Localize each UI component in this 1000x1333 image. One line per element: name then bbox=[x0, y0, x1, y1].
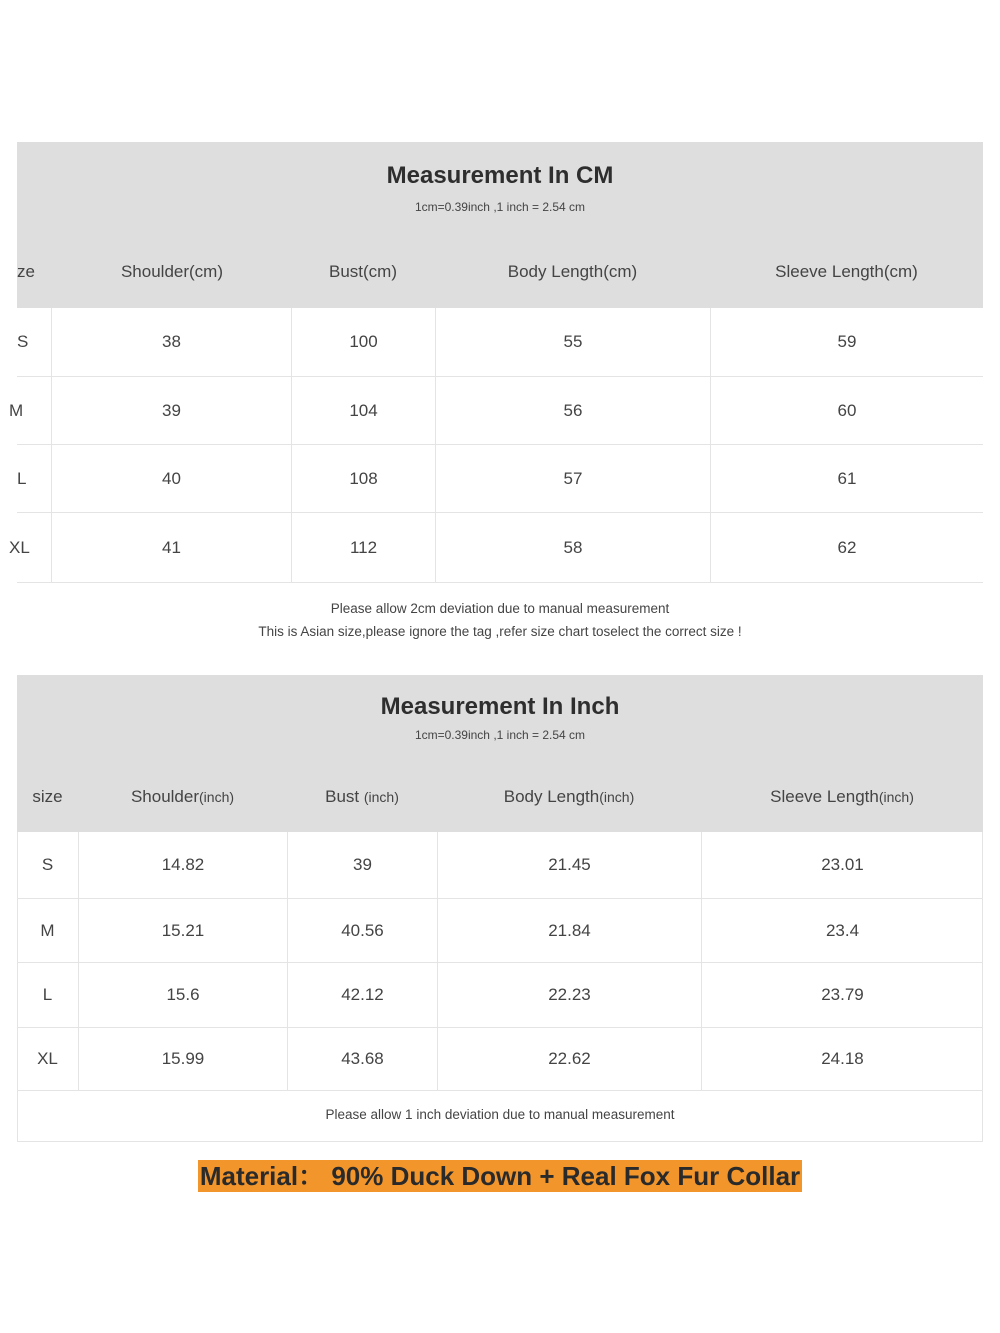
inch-bust-cell: 40.56 bbox=[288, 899, 438, 962]
inch-size-cell: XL bbox=[17, 1028, 79, 1090]
cm-bust-cell: 104 bbox=[292, 377, 436, 444]
cm-shoulder-cell: 39 bbox=[52, 377, 292, 444]
cm-col-shoulder: Shoulder(cm) bbox=[120, 262, 224, 281]
cm-bust-cell: 112 bbox=[292, 513, 436, 582]
cm-col-size: ze bbox=[17, 262, 35, 281]
table-row bbox=[17, 832, 983, 899]
inch-shoulder-cell: 15.21 bbox=[79, 899, 288, 962]
inch-shoulder-cell: 15.99 bbox=[79, 1028, 288, 1090]
cm-subtitle: 1cm=0.39inch ,1 inch = 2.54 cm bbox=[414, 200, 586, 214]
cm-sleeve-length-cell: 60 bbox=[837, 400, 857, 420]
inch-col-body-length-unit: (inch) bbox=[599, 789, 635, 805]
cm-size-cell: S bbox=[9, 308, 52, 376]
table-row bbox=[17, 963, 983, 1028]
inch-size-cell: L bbox=[17, 963, 79, 1027]
inch-col-shoulder bbox=[78, 787, 287, 807]
cm-bust-cell: 100 bbox=[292, 308, 436, 376]
inch-size-cell: S bbox=[17, 832, 79, 898]
inch-body-length-cell: 21.45 bbox=[438, 832, 702, 898]
inch-col-size-label: size bbox=[32, 787, 63, 806]
inch-col-size bbox=[17, 787, 78, 807]
inch-col-bust-label: Bust bbox=[325, 787, 364, 806]
inch-col-body-length-label: Body Length bbox=[503, 787, 600, 806]
cm-col-sleeve-length: Sleeve Length(cm) bbox=[775, 262, 918, 281]
inch-col-bust-unit: (inch) bbox=[363, 789, 399, 805]
cm-sleeve-length-cell: 59 bbox=[837, 332, 857, 351]
inch-col-bust bbox=[287, 787, 437, 807]
inch-table-header bbox=[17, 675, 983, 832]
inch-size-cell: M bbox=[17, 899, 79, 962]
cm-sleeve-length-cell: 61 bbox=[837, 468, 857, 488]
cm-bust-cell: 108 bbox=[292, 445, 436, 512]
table-row bbox=[17, 1028, 983, 1091]
cm-size-cell: M bbox=[9, 377, 52, 444]
cm-sleeve-length-cell: 62 bbox=[837, 537, 857, 557]
table-row bbox=[17, 308, 983, 377]
table-row bbox=[9, 513, 983, 583]
cm-note-deviation: Please allow 2cm deviation due to manual measurement bbox=[330, 601, 670, 616]
cm-size-cell: L bbox=[9, 445, 52, 512]
inch-table bbox=[17, 675, 983, 1142]
inch-sleeve-length-cell: 24.18 bbox=[821, 1049, 864, 1068]
inch-shoulder-cell: 15.6 bbox=[79, 963, 288, 1027]
inch-col-sleeve-length-unit: (inch) bbox=[878, 789, 914, 805]
cm-title: Measurement In CM bbox=[386, 162, 614, 189]
table-row bbox=[17, 899, 983, 963]
inch-col-sleeve-length-label: Sleeve Length bbox=[770, 787, 879, 806]
inch-col-shoulder-label: Shoulder bbox=[130, 787, 200, 806]
cm-shoulder-cell: 38 bbox=[52, 308, 292, 376]
inch-sleeve-length-cell: 23.79 bbox=[821, 985, 864, 1004]
cm-table bbox=[9, 142, 983, 584]
cm-shoulder-cell: 40 bbox=[52, 445, 292, 512]
inch-title: Measurement In Inch bbox=[380, 693, 620, 720]
cm-size-cell: XL bbox=[9, 513, 52, 582]
inch-bust-cell: 43.68 bbox=[288, 1028, 438, 1090]
table-row bbox=[9, 377, 983, 445]
cm-body-length-cell: 58 bbox=[436, 513, 711, 582]
cm-body-length-cell: 57 bbox=[436, 445, 711, 512]
cm-col-bust: Bust(cm) bbox=[329, 262, 397, 281]
inch-body-length-cell: 22.23 bbox=[438, 963, 702, 1027]
inch-bust-cell: 42.12 bbox=[288, 963, 438, 1027]
inch-col-shoulder-unit: (inch) bbox=[199, 789, 235, 805]
cm-table-header bbox=[17, 142, 983, 308]
inch-shoulder-cell: 14.82 bbox=[79, 832, 288, 898]
inch-body-length-cell: 21.84 bbox=[438, 899, 702, 962]
inch-col-sleeve-length bbox=[701, 787, 983, 807]
inch-sleeve-length-cell: 23.01 bbox=[821, 855, 864, 874]
material-banner: Material： 90% Duck Down + Real Fox Fur Collar bbox=[199, 1161, 801, 1191]
cm-note-asian-size: This is Asian size,please ignore the tag ,refer size chart toselect the correct size ! bbox=[258, 624, 742, 639]
inch-sleeve-length-cell: 23.4 bbox=[825, 920, 860, 940]
inch-subtitle: 1cm=0.39inch ,1 inch = 2.54 cm bbox=[414, 728, 586, 742]
cm-body-length-cell: 56 bbox=[436, 377, 711, 444]
inch-body-length-cell: 22.62 bbox=[438, 1028, 702, 1090]
inch-bust-cell: 39 bbox=[288, 832, 438, 898]
inch-col-body-length bbox=[437, 787, 701, 807]
inch-note-deviation: Please allow 1 inch deviation due to manual measurement bbox=[325, 1107, 675, 1122]
cm-body-length-cell: 55 bbox=[436, 308, 711, 376]
cm-shoulder-cell: 41 bbox=[52, 513, 292, 582]
table-row bbox=[17, 445, 983, 513]
cm-col-body-length: Body Length(cm) bbox=[507, 262, 638, 281]
